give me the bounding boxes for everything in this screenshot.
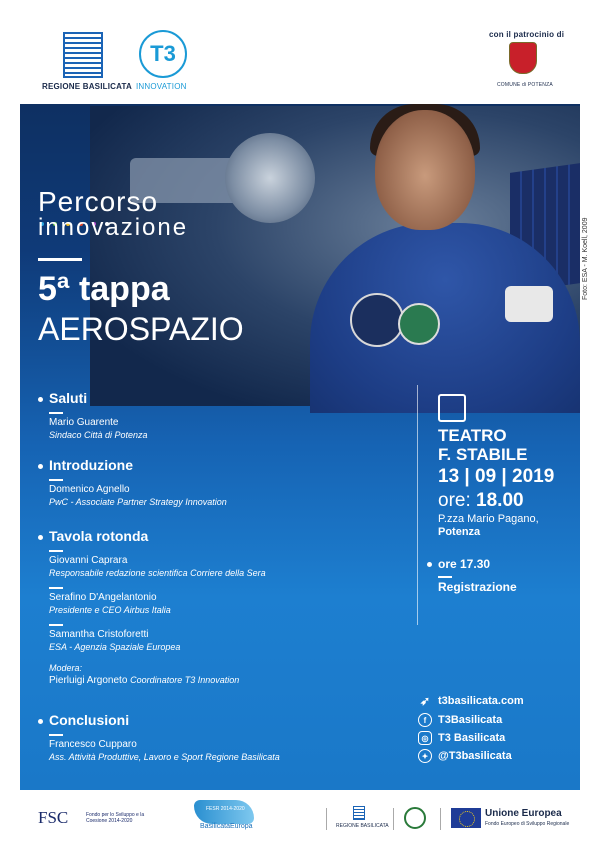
speaker-name: Mario Guarente [49,417,119,428]
esa-name-tag [505,286,553,322]
separator [326,808,327,830]
fesr-logo [194,800,254,824]
mission-patch-2 [398,303,440,345]
potenza-crest [509,42,537,74]
basilicata-europa-label: BasilicataEuropa [200,823,253,830]
moderator-name: Pierluigi Argoneto [49,675,128,686]
twitter-text: @T3basilicata [438,750,512,762]
instagram-icon: ◎ [418,731,432,745]
section-heading: Tavola rotonda [38,528,266,544]
twitter-link[interactable] [418,749,512,763]
section-tavola-rotonda [38,528,266,687]
section-introduzione [38,457,227,508]
title-divider [38,258,82,261]
separator [393,808,394,830]
facebook-icon: f [418,713,432,727]
section-saluti [38,390,148,441]
fsc-subtitle: Fondo per lo Sviluppo e la Coesione 2014-2020 [86,812,145,824]
divider [49,550,63,552]
patronage-label: con il patrocinio di [489,30,565,39]
registration-time: ore 17.30 [438,557,491,571]
mission-patch [350,293,404,347]
regione-basilicata-logo [63,32,103,78]
astronaut-face [375,110,475,230]
separator [440,808,441,830]
divider [49,479,63,481]
column-divider [417,385,418,625]
eu-flag-icon [451,808,481,828]
divider [49,412,63,414]
calendar-icon [438,394,466,422]
moderator-role: Coordinatore T3 Innovation [130,675,240,685]
moderator-label: Modera: [49,663,83,673]
divider [49,734,63,736]
region-label: REGIONE BASILICATA [42,82,132,91]
speaker-role: Responsabile redazione scientifica Corriere della Sera [49,568,266,578]
italian-republic-emblem-icon [404,807,426,829]
speaker-role: Ass. Attività Produttive, Lavoro e Sport Regione Basilicata [49,752,280,762]
rocket-icon: ➶ [419,694,431,708]
stage-label: 5ª tappa [38,270,170,308]
registration-label: Registrazione [438,580,517,594]
facebook-link[interactable] [418,713,502,727]
t3-label: INNOVATION [136,82,187,91]
subject-label: AEROSPAZIO [38,311,244,347]
event-address: P.zza Mario Pagano, [438,513,539,525]
regione-basilicata-logo-small [353,806,365,820]
divider [49,587,63,589]
event-city: Potenza [438,526,481,538]
speaker-name: Giovanni Caprara [49,555,128,566]
speaker-name: Serafino D'Angelantonio [49,592,157,603]
speaker-name: Samantha Cristoforetti [49,629,149,640]
section-heading: Conclusioni [38,712,280,728]
footer-region-label: REGIONE BASILICATA [336,823,389,829]
section-heading: Saluti [38,390,148,406]
venue-line-2: F. STABILE [438,445,528,464]
title-line-2: innovazione [38,214,189,241]
moderator-line [49,674,266,687]
space-station-node [225,133,315,223]
venue-line-1: TEATRO [438,426,507,445]
speaker-name: Francesco Cupparo [49,739,137,750]
facebook-text: T3Basilicata [438,714,503,726]
event-date: 13 | 09 | 2019 [438,466,555,487]
time-prefix: ore: [438,490,471,511]
eu-title: Unione Europea [485,808,562,819]
photo-credit: Foto: ESA - M. Koell, 2009 [582,217,589,300]
website-text: t3basilicata.com [438,695,524,707]
t3-logo: T3 [139,30,187,78]
title-line-1: Percorso [38,186,159,217]
fsc-logo: FSC [38,808,69,827]
twitter-icon: ✦ [418,749,432,763]
section-conclusioni [38,712,280,763]
speaker-role: ESA - Agenzia Spaziale Europea [49,642,181,652]
event-time: 18.00 [476,490,524,511]
eu-subtitle: Fondo Europeo di Sviluppo Regionale [485,821,570,827]
divider [49,624,63,626]
speaker-role: PwC - Associate Partner Strategy Innovation [49,497,227,507]
instagram-link[interactable] [418,731,505,745]
website-link[interactable] [418,694,524,708]
divider [438,576,452,578]
fesr-label: FESR 2014-2020 [206,806,245,812]
comune-label: COMUNE di POTENZA [497,82,553,88]
speaker-name: Domenico Agnello [49,484,130,495]
event-time-line [438,490,524,512]
speaker-role: Presidente e CEO Airbus Italia [49,605,171,615]
venue [438,426,527,464]
instagram-text: T3 Basilicata [438,732,506,744]
speaker-role: Sindaco Città di Potenza [49,430,148,440]
section-heading: Introduzione [38,457,227,473]
